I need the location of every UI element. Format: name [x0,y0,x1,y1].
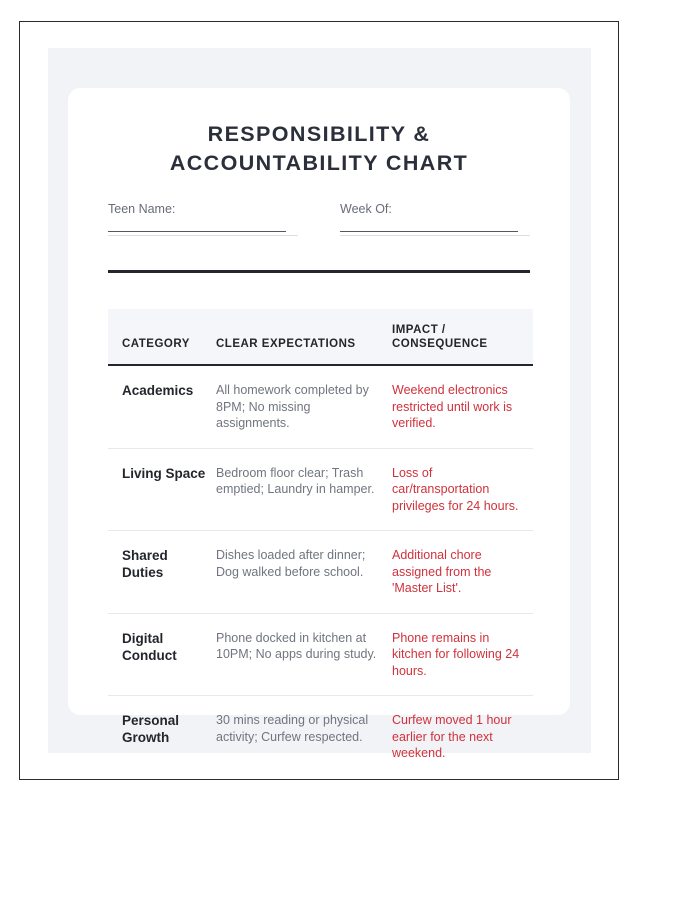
table-row [108,448,533,531]
week-of-rule-dark [340,231,518,232]
row-impact: Phone remains in kitchen for following 24 hours. [392,613,533,696]
row-expectation: Phone docked in kitchen at 10PM; No apps during study. [216,613,392,696]
teen-name-field[interactable] [108,203,298,239]
column-header-impact-line-1: IMPACT / [392,323,446,336]
responsibility-table [108,309,533,778]
teen-name-write-line[interactable] [108,231,298,239]
teen-name-rule-pale [108,235,298,236]
row-expectation: 30 mins reading or physical activity; Curfew respected. [216,713,369,744]
week-of-field[interactable] [340,203,530,239]
header-divider [108,270,530,273]
meta-fields [68,203,570,259]
row-impact: Weekend electronics restricted until work is verified. [392,365,533,448]
row-impact: Additional chore assigned from the 'Master List'. [392,531,533,614]
page-title-line-1: RESPONSIBILITY & [207,122,431,146]
table-row [108,531,533,614]
teen-name-label: Teen Name: [108,202,176,217]
worksheet-content [68,88,570,778]
column-header-category: CATEGORY [108,309,216,366]
teen-name-rule-dark [108,231,286,232]
row-category: Living Space [108,448,216,531]
row-category: Shared Duties [108,531,216,614]
column-header-expectations: CLEAR EXPECTATIONS [216,309,392,366]
row-expectation: Dishes loaded after dinner; Dog walked before school. [216,531,392,614]
row-category: Academics [108,365,216,448]
row-expectation: All homework completed by 8PM; No missing assignments. [216,365,392,448]
column-header-impact-line-2: CONSEQUENCE [392,338,488,351]
table-header-row [108,309,533,366]
week-of-rule-pale [340,235,530,236]
table-row [108,613,533,696]
row-category: Digital Conduct [108,613,216,696]
row-category: Personal Growth [122,713,180,746]
week-of-write-line[interactable] [340,231,530,239]
row-impact: Curfew moved 1 hour earlier for the next weekend. [392,713,512,761]
page-title [68,120,570,177]
column-header-impact [392,309,533,366]
table-row [108,365,533,448]
table-row [108,696,533,778]
row-impact: Loss of car/transportation privileges for 24 hours. [392,448,533,531]
page-title-line-2: ACCOUNTABILITY CHART [169,150,469,175]
row-expectation: Bedroom floor clear; Trash emptied; Laundry in hamper. [216,448,392,531]
week-of-label: Week Of: [340,202,392,217]
